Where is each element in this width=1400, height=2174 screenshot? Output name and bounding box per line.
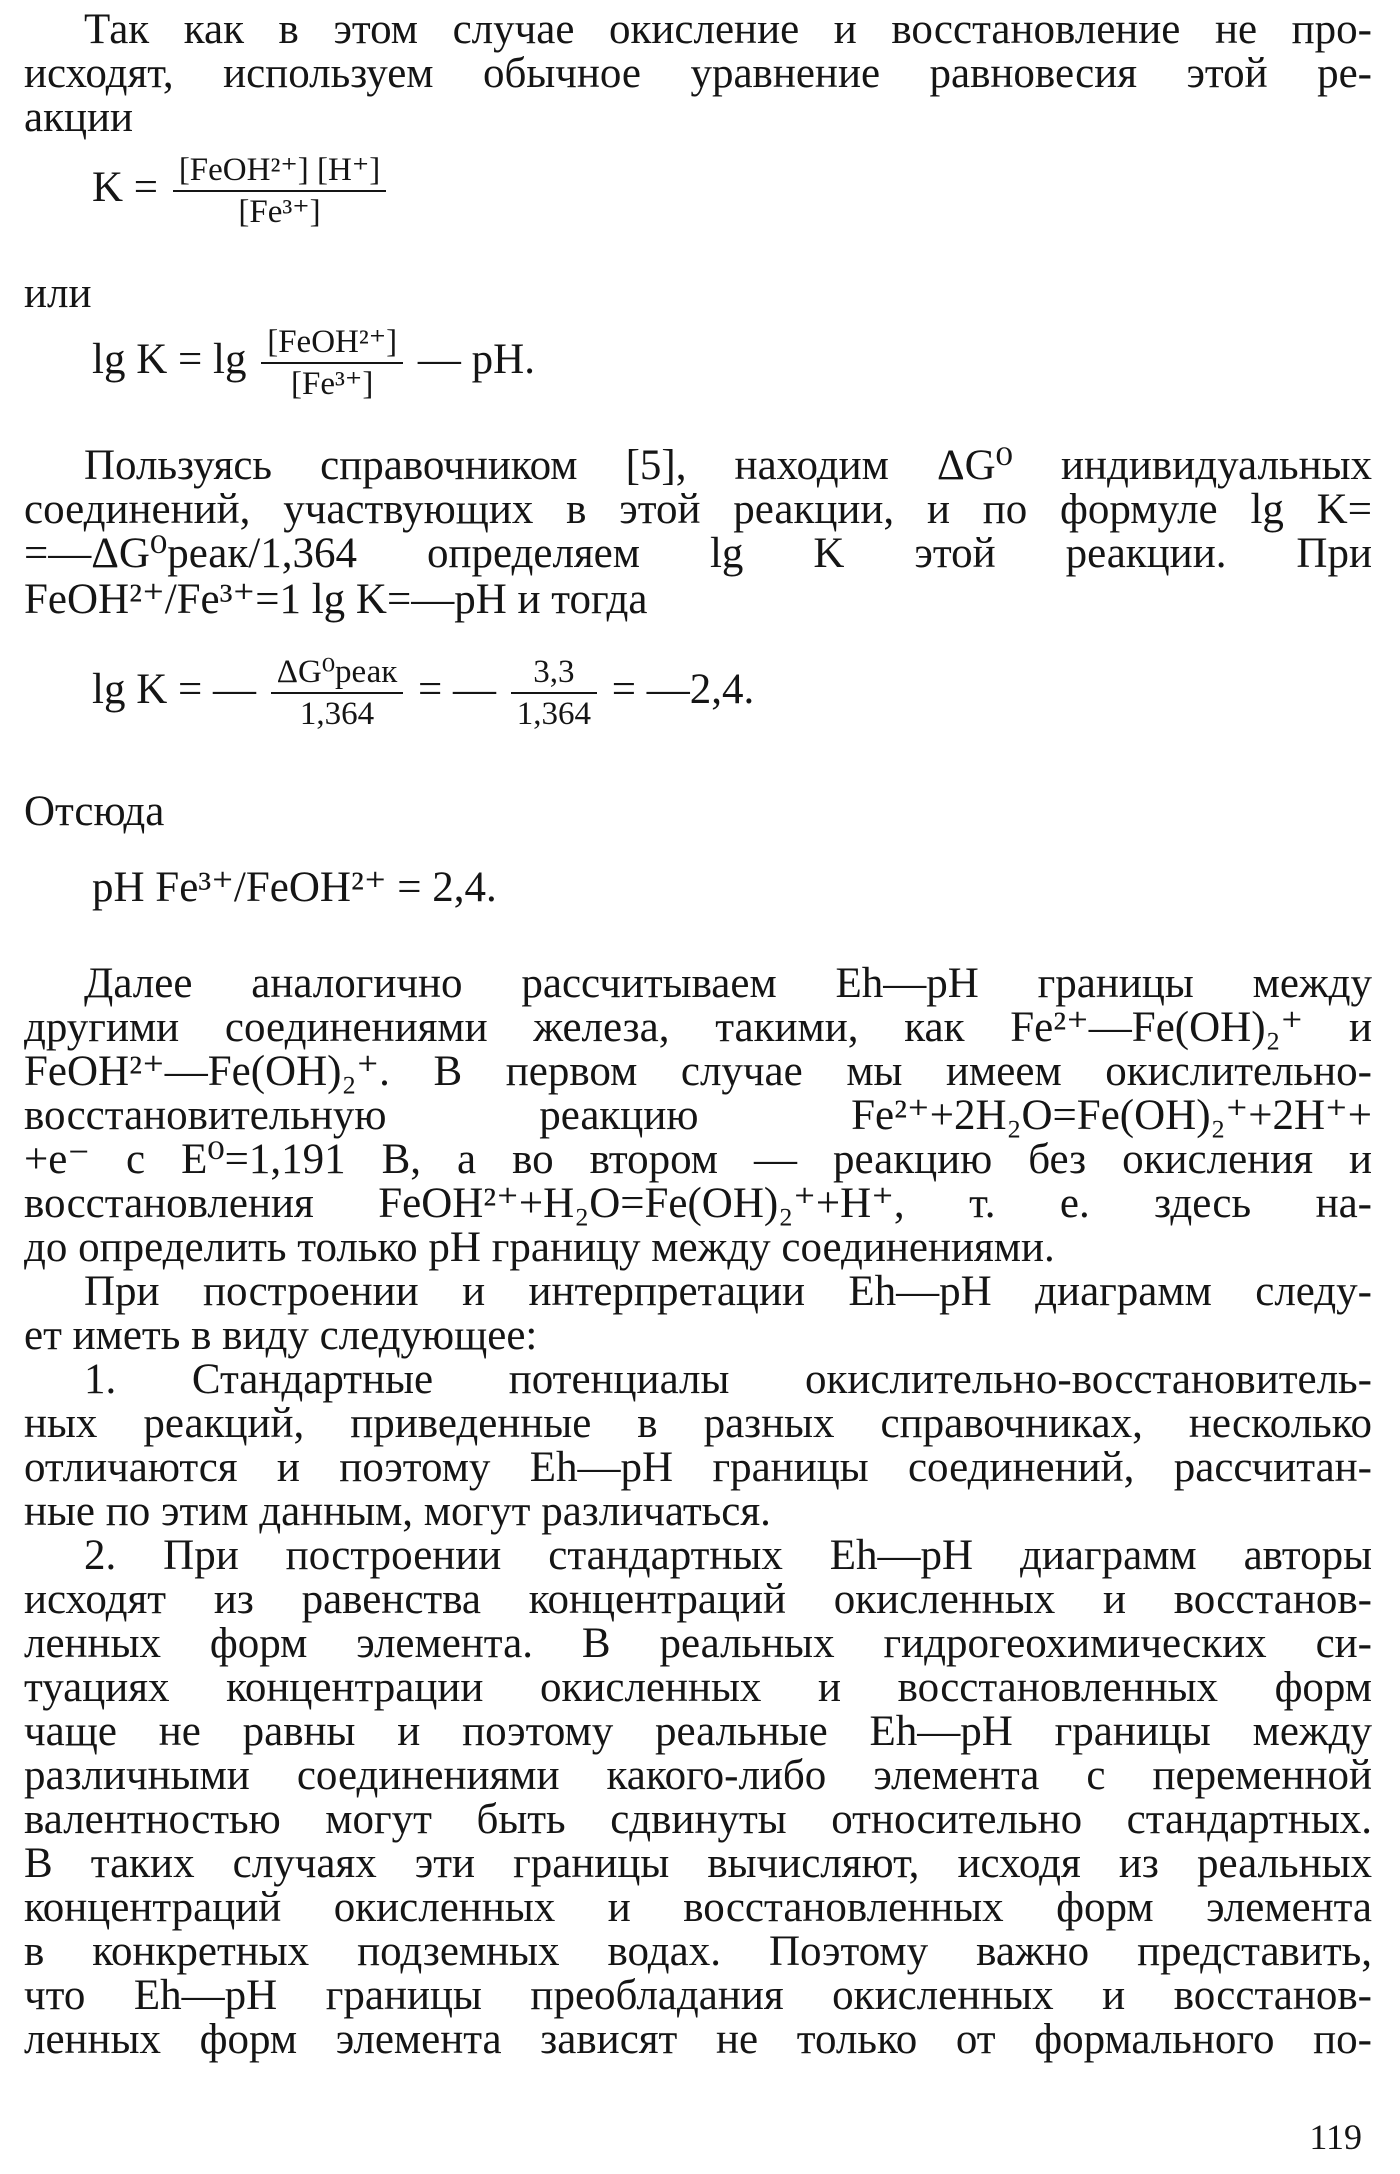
formula-rhs: — pH. — [417, 335, 535, 383]
text-line: или — [24, 270, 92, 317]
fraction-numerator: 3,3 — [511, 652, 597, 694]
fraction-denominator: 1,364 — [516, 696, 592, 732]
text-line: +e⁻ с E⁰=1,191 В, а во втором — реакцию без окисления и — [24, 1136, 1372, 1183]
text-line: ленных форм элемента зависят не только от формального по- — [24, 2016, 1372, 2063]
text-line: Далее аналогично рассчитываем Eh—pH границы между — [84, 960, 1372, 1007]
text-line: FeOH²⁺/Fe³⁺=1 lg K=—pH и тогда — [24, 576, 648, 623]
text-line: исходят, используем обычное уравнение равновесия этой ре- — [24, 50, 1372, 97]
fraction-numerator: ΔG⁰реак — [271, 652, 404, 694]
text-line: ные по этим данным, могут различаться. — [24, 1488, 771, 1535]
text-line: различными соединениями какого-либо элемента с переменной — [24, 1752, 1372, 1799]
text-line: концентраций окисленных и восстановленных форм элемента — [24, 1884, 1372, 1931]
text-line: что Eh—pH границы преобладания окисленных и восстанов- — [24, 1972, 1372, 2019]
text-line: При построении и интерпретации Eh—pH диаграмм следу- — [84, 1268, 1372, 1315]
text-line: в конкретных подземных водах. Поэтому важно представить, — [24, 1928, 1372, 1975]
text-line: Пользуясь справочником [5], находим ΔG⁰ индивидуальных — [84, 442, 1372, 489]
text-line: 1. Стандартные потенциалы окислительно-восстановитель- — [84, 1356, 1372, 1403]
page-number: 119 — [1309, 2117, 1362, 2157]
formula-rhs: = —2,4. — [611, 665, 755, 713]
text-line: отличаются и поэтому Eh—pH границы соединений, рассчитан- — [24, 1444, 1372, 1491]
text-line: =—ΔG⁰реак/1,364 определяем lg K этой реакции. При — [24, 530, 1372, 577]
text-line: исходят из равенства концентраций окисленных и восстанов- — [24, 1576, 1372, 1623]
text-line: валентностью могут быть сдвинуты относительно стандартных. — [24, 1796, 1372, 1843]
text-line: туациях концентрации окисленных и восстановленных форм — [24, 1664, 1372, 1711]
formula-ph-boundary: pH Fe³⁺/FeOH²⁺ = 2,4. — [92, 864, 497, 911]
text-line: ет иметь в виду следующее: — [24, 1312, 538, 1359]
text-line: соединений, участвующих в этой реакции, и по формуле lg K= — [24, 486, 1372, 533]
text-line: ных реакций, приведенные в разных справочниках, несколько — [24, 1400, 1372, 1447]
formula-log-k-value — [92, 652, 754, 734]
fraction-numerator: [FeOH²⁺] [H⁺] — [173, 150, 386, 192]
formula-lhs: lg K = — — [92, 665, 257, 713]
text-line: FeOH²⁺—Fe(OH)₂⁺. В первом случае мы имеем окислительно- — [24, 1048, 1372, 1095]
fraction — [271, 652, 404, 734]
text-line: акции — [24, 94, 134, 141]
formula-log-constant — [92, 322, 535, 404]
text-line: восстановления FeOH²⁺+H₂O=Fe(OH)₂⁺+H⁺, т. е. здесь на- — [24, 1180, 1372, 1227]
text-line: Отсюда — [24, 788, 165, 835]
formula-lhs: lg K = lg — [92, 335, 247, 383]
formula-equilibrium-constant — [92, 150, 390, 232]
fraction — [511, 652, 597, 734]
fraction — [173, 150, 386, 232]
text-line: чаще не равны и поэтому реальные Eh—pH границы между — [24, 1708, 1372, 1755]
formula-lhs: K = — [92, 163, 159, 211]
text-line: Так как в этом случае окисление и восстановление не про- — [84, 6, 1372, 53]
text-line: до определить только pH границу между соединениями. — [24, 1224, 1055, 1271]
fraction-denominator: 1,364 — [299, 696, 375, 732]
fraction-numerator: [FeOH²⁺] — [261, 322, 403, 364]
fraction-denominator: [Fe³⁺] — [238, 194, 321, 230]
fraction-denominator: [Fe³⁺] — [291, 366, 374, 402]
text-line: ленных форм элемента. В реальных гидрогеохимических си- — [24, 1620, 1372, 1667]
text-line: восстановительную реакцию Fe²⁺+2H₂O=Fe(OH)₂⁺+2H⁺+ — [24, 1092, 1372, 1139]
fraction — [261, 322, 403, 404]
text-line: В таких случаях эти границы вычисляют, исходя из реальных — [24, 1840, 1372, 1887]
text-line: другими соединениями железа, такими, как Fe²⁺—Fe(OH)₂⁺ и — [24, 1004, 1372, 1051]
formula-middle: = — — [418, 665, 497, 713]
text-line: 2. При построении стандартных Eh—pH диаграмм авторы — [84, 1532, 1372, 1579]
